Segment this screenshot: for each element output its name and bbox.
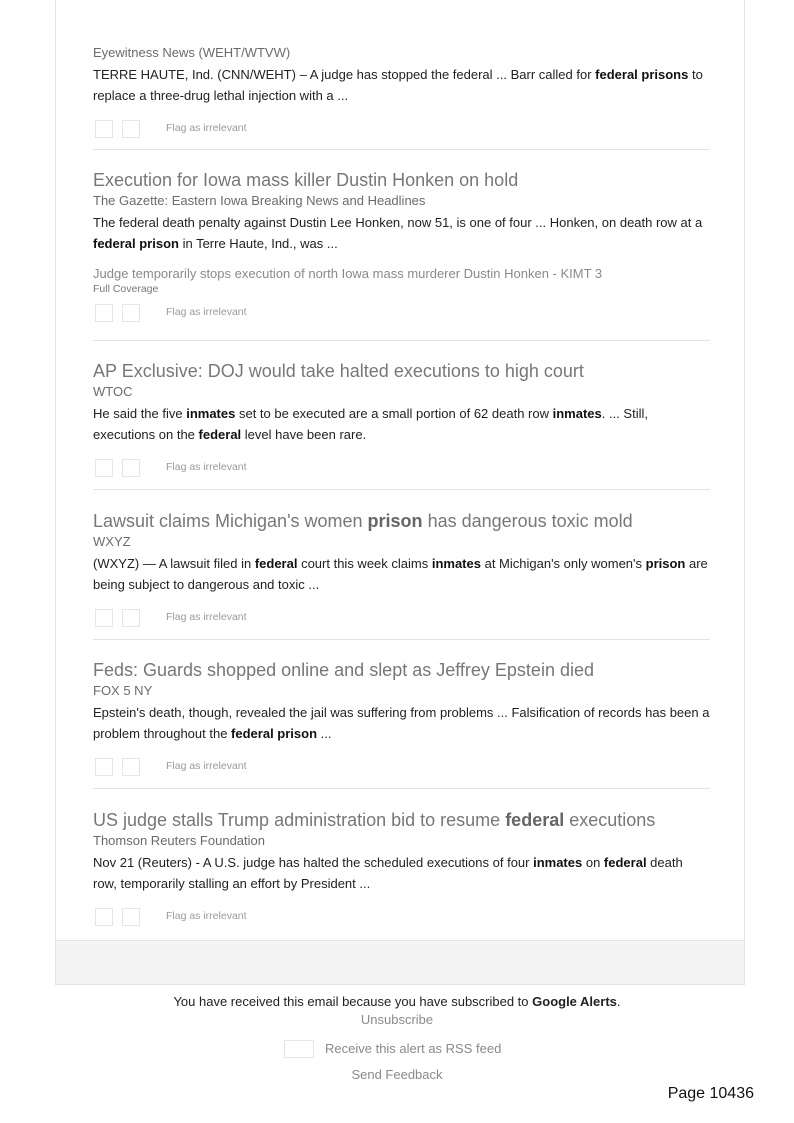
item-snippet: He said the five inmates set to be executed are a small portion of 62 death row inmates. ... Still, executions on the federal level have been rare. [93,406,648,442]
item-actions [93,120,710,140]
google-alerts-brand: Google Alerts [532,994,617,1009]
divider [93,639,710,640]
thumbs-down-icon[interactable] [122,758,140,776]
flag-irrelevant-link[interactable]: Flag as irrelevant [166,122,247,134]
divider [93,149,710,150]
flag-irrelevant-link[interactable]: Flag as irrelevant [166,760,247,772]
thumbs-up-icon[interactable] [95,758,113,776]
item-snippet: Epstein's death, though, revealed the jail was suffering from problems ... Falsification of records has been a problem throughout the federal prison ... [93,705,710,741]
divider [93,788,710,789]
item-source: Eyewitness News (WEHT/WTVW) [93,45,291,60]
item-title-link[interactable]: AP Exclusive: DOJ would take halted executions to high court [93,361,584,381]
flag-irrelevant-link[interactable]: Flag as irrelevant [166,461,247,473]
thumbs-up-icon[interactable] [95,609,113,627]
flag-irrelevant-link[interactable]: Flag as irrelevant [166,611,247,623]
thumbs-up-icon[interactable] [95,908,113,926]
rss-label[interactable]: Receive this alert as RSS feed [325,1041,502,1056]
item-snippet: (WXYZ) — A lawsuit filed in federal court this week claims inmates at Michigan's only women's prison are being subject to dangerous and toxic ... [93,556,708,592]
send-feedback-link[interactable] [0,1067,794,1082]
alert-item [93,659,710,778]
item-actions [93,758,710,778]
item-source: The Gazette: Eastern Iowa Breaking News and Headlines [93,193,426,208]
unsubscribe-link[interactable] [0,1012,794,1027]
item-source: Thomson Reuters Foundation [93,833,265,848]
thumbs-down-icon[interactable] [122,459,140,477]
divider [93,340,710,341]
item-actions [93,459,710,479]
card-footer-bar [56,940,744,984]
alerts-card [55,0,745,985]
item-snippet: The federal death penalty against Dustin Lee Honken, now 51, is one of four ... Honken, on death row at a federal prison in Terre Haute, Ind., was ... [93,215,703,251]
item-title-link[interactable]: US judge stalls Trump administration bid to resume federal executions [93,810,656,830]
item-actions [93,908,710,928]
alert-item [93,43,710,140]
flag-irrelevant-link[interactable]: Flag as irrelevant [166,306,247,318]
alert-item [93,510,710,629]
thumbs-up-icon[interactable] [95,459,113,477]
item-snippet: TERRE HAUTE, Ind. (CNN/WEHT) – A judge has stopped the federal ... Barr called for federal prisons to replace a three-drug lethal injection with a ... [93,67,703,103]
alert-item [93,360,710,479]
subscription-notice [0,994,794,1009]
unsubscribe-label[interactable]: Unsubscribe [360,1012,434,1027]
notice-suffix: . [616,994,621,1009]
thumbs-down-icon[interactable] [122,908,140,926]
alert-item [93,809,710,928]
item-title-link[interactable]: Feds: Guards shopped online and slept as Jeffrey Epstein died [93,660,594,680]
thumbs-down-icon[interactable] [122,304,140,322]
item-title-link[interactable]: Lawsuit claims Michigan's women prison has dangerous toxic mold [93,511,633,531]
alert-item [93,169,710,324]
notice-prefix: You have received this email because you have subscribed to [173,994,533,1009]
page-number: Page 10436 [667,1085,754,1102]
thumbs-down-icon[interactable] [122,609,140,627]
rss-icon[interactable] [284,1040,314,1058]
item-source: FOX 5 NY [93,683,153,698]
flag-irrelevant-link[interactable]: Flag as irrelevant [166,910,247,922]
item-actions [93,304,710,324]
divider [93,489,710,490]
item-source: WTOC [93,384,133,399]
item-snippet: Nov 21 (Reuters) - A U.S. judge has halted the scheduled executions of four inmates on federal death row, temporarily stalling an effort by President ... [93,855,683,891]
item-title-link[interactable]: Execution for Iowa mass killer Dustin Honken on hold [93,170,519,190]
send-feedback-label[interactable]: Send Feedback [351,1067,443,1082]
related-article-link[interactable]: Judge temporarily stops execution of north Iowa mass murderer Dustin Honken - KIMT 3 [93,266,603,281]
item-actions [93,609,710,629]
thumbs-up-icon[interactable] [95,304,113,322]
thumbs-up-icon[interactable] [95,120,113,138]
full-coverage-link[interactable]: Full Coverage [93,283,159,295]
thumbs-down-icon[interactable] [122,120,140,138]
item-source: WXYZ [93,534,131,549]
